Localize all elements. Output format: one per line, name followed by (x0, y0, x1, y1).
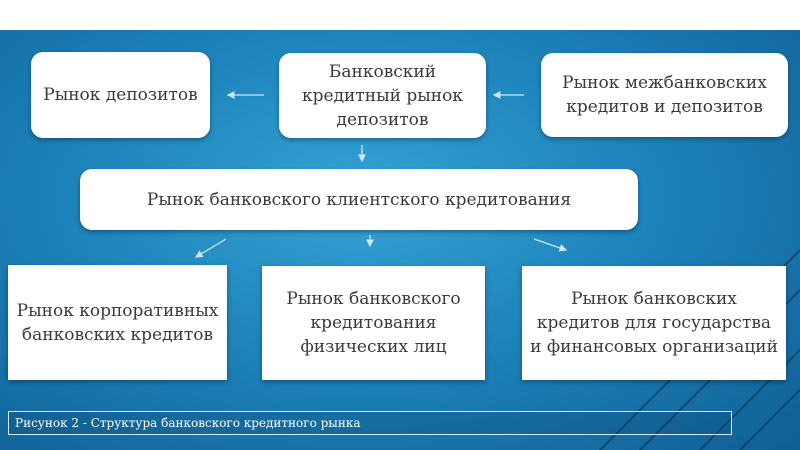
box-individual-loans-label: Рынок банковского кредитования физических лиц (286, 289, 461, 357)
box-individual-loans (262, 266, 485, 380)
box-deposit-market-label: Рынок депозитов (43, 85, 198, 105)
box-corporate-loans (8, 265, 227, 380)
box-client-lending-market (80, 169, 638, 230)
box-interbank-market (541, 53, 788, 137)
box-government-loans-label: Рынок банковских кредитов для государства и финансовых организаций (530, 289, 778, 357)
box-deposit-market (31, 52, 210, 138)
box-interbank-market-label: Рынок межбанковских кредитов и депозитов (562, 73, 767, 117)
box-bank-credit-market-label: Банковский кредитный рынок депозитов (302, 61, 463, 130)
box-client-lending-market-label: Рынок банковского клиентского кредитования (146, 189, 572, 210)
figure-caption (8, 411, 732, 435)
box-bank-credit-market (279, 53, 486, 138)
box-corporate-loans-label: Рынок корпоративных банковских кредитов (16, 300, 219, 345)
top-band (0, 0, 800, 30)
figure-caption-text: Рисунок 2 - Структура банковского кредитного рынка (15, 416, 361, 430)
box-government-loans (522, 266, 786, 380)
